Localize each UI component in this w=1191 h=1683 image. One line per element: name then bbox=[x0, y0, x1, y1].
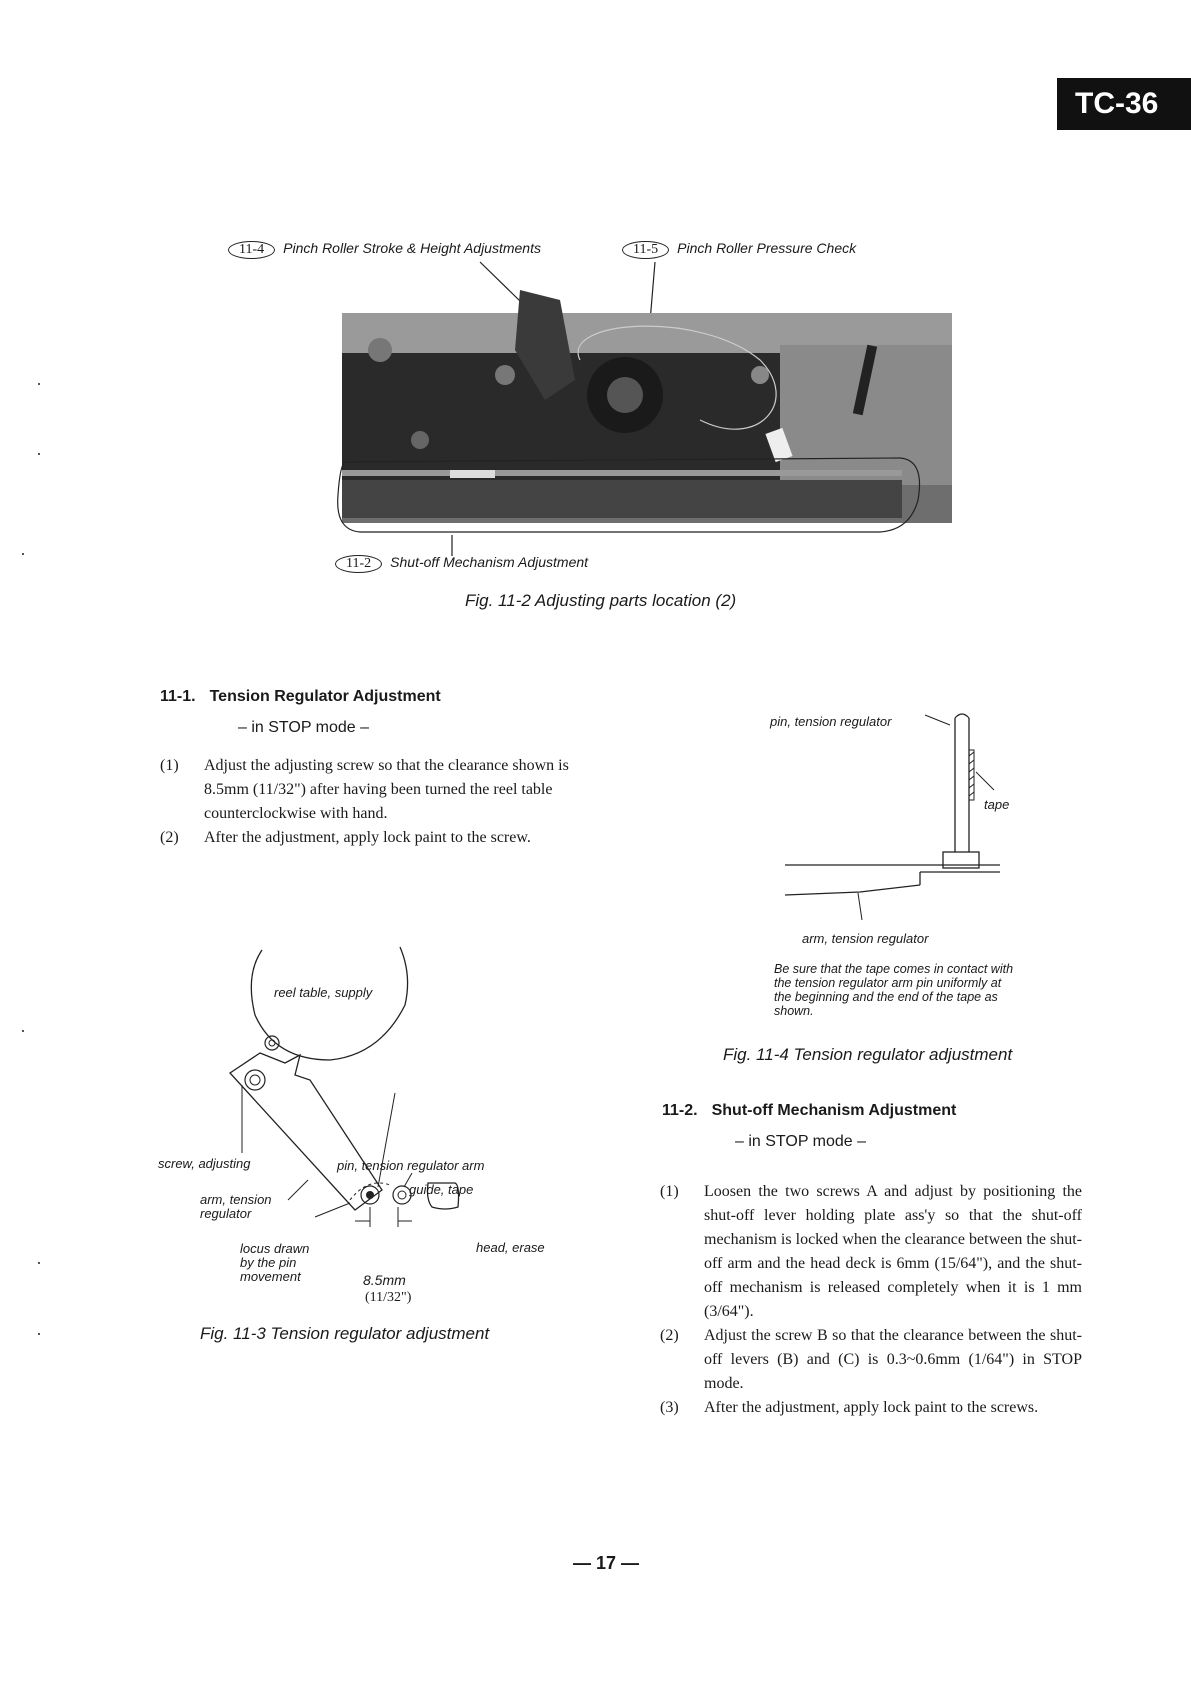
fig-11-4-caption: Fig. 11-4 Tension regulator adjustment bbox=[723, 1045, 1013, 1064]
section-11-2-steps bbox=[660, 1180, 1082, 1420]
label-pin-arm: pin, tension regulator arm bbox=[337, 1158, 485, 1173]
callout-badge: 11-4 bbox=[228, 241, 275, 259]
label-locus: locus drawn by the pin movement bbox=[240, 1241, 310, 1284]
callout-11-4: 11-4 Pinch Roller Stroke & Height Adjustments bbox=[228, 240, 541, 259]
scan-speck bbox=[38, 453, 40, 455]
callout-11-2: 11-2 Shut-off Mechanism Adjustment bbox=[335, 554, 588, 573]
label-tape: tape bbox=[984, 797, 1010, 812]
label-dim-in: (11/32") bbox=[365, 1290, 412, 1305]
label-pin-tension: pin, tension regulator bbox=[770, 714, 892, 729]
section-number: 11-2. bbox=[662, 1102, 698, 1119]
step-item: (1) Adjust the adjusting screw so that the clearance shown is 8.5mm (11/32") after having been turned the reel table counterclockwise with hand. bbox=[160, 757, 569, 822]
callout-badge: 11-2 bbox=[335, 555, 382, 573]
scan-speck bbox=[22, 553, 24, 555]
label-dim-mm: 8.5mm bbox=[363, 1272, 406, 1288]
scan-speck bbox=[38, 1262, 40, 1264]
section-number: 11-1. bbox=[160, 688, 196, 705]
section-11-1-mode: – in STOP mode – bbox=[238, 719, 370, 736]
label-arm-tension-regulator: arm, tension regulator bbox=[802, 931, 929, 946]
label-screw-adjusting: screw, adjusting bbox=[158, 1156, 251, 1171]
scan-speck bbox=[22, 1030, 24, 1032]
callout-badge: 11-5 bbox=[622, 241, 669, 259]
scan-speck bbox=[38, 1333, 40, 1335]
step-item: (2) Adjust the screw B so that the clearance between the shut-off levers (B) and (C) is 0.3~0.6mm (1/64") in STOP mode. bbox=[660, 1327, 1082, 1392]
label-arm-tension: arm, tension regulator bbox=[200, 1192, 272, 1221]
fig-11-2-caption: Fig. 11-2 Adjusting parts location (2) bbox=[465, 591, 737, 610]
page-number: — 17 — bbox=[573, 1553, 640, 1573]
fig-11-4-diagram bbox=[780, 710, 1020, 930]
scan-speck bbox=[38, 383, 40, 385]
section-11-1-title: 11-1. Tension Regulator Adjustment bbox=[160, 688, 441, 705]
step-item: (2) After the adjustment, apply lock paint to the screw. bbox=[160, 829, 531, 846]
section-11-1-steps bbox=[160, 754, 592, 850]
label-reel-table: reel table, supply bbox=[274, 985, 373, 1000]
section-11-2-title: 11-2. Shut-off Mechanism Adjustment bbox=[662, 1102, 957, 1119]
callout-11-5: 11-5 Pinch Roller Pressure Check bbox=[622, 240, 856, 259]
mechanism-photo bbox=[0, 0, 1191, 640]
section-11-2-mode: – in STOP mode – bbox=[735, 1133, 867, 1150]
fig-11-4-note: Be sure that the tape comes in contact with the tension regulator arm pin uniformly at the beginning and the end of the tape as shown. bbox=[774, 962, 1014, 1018]
model-tag: TC-36 bbox=[1057, 78, 1191, 130]
label-guide-tape: guide, tape bbox=[409, 1182, 474, 1197]
fig-11-3-caption: Fig. 11-3 Tension regulator adjustment bbox=[200, 1324, 490, 1343]
step-item: (3) After the adjustment, apply lock paint to the screws. bbox=[660, 1399, 1039, 1416]
label-head-erase: head, erase bbox=[476, 1240, 545, 1255]
step-item: (1) Loosen the two screws A and adjust by positioning the shut-off lever holding plate ass'y so that the shut-off mechanism is locked when the clearance between the shut-off arm and the head deck is 6mm (15/64"), and the shut-off mechanism is released completely when it is 1 mm (3/64"). bbox=[660, 1183, 1082, 1320]
